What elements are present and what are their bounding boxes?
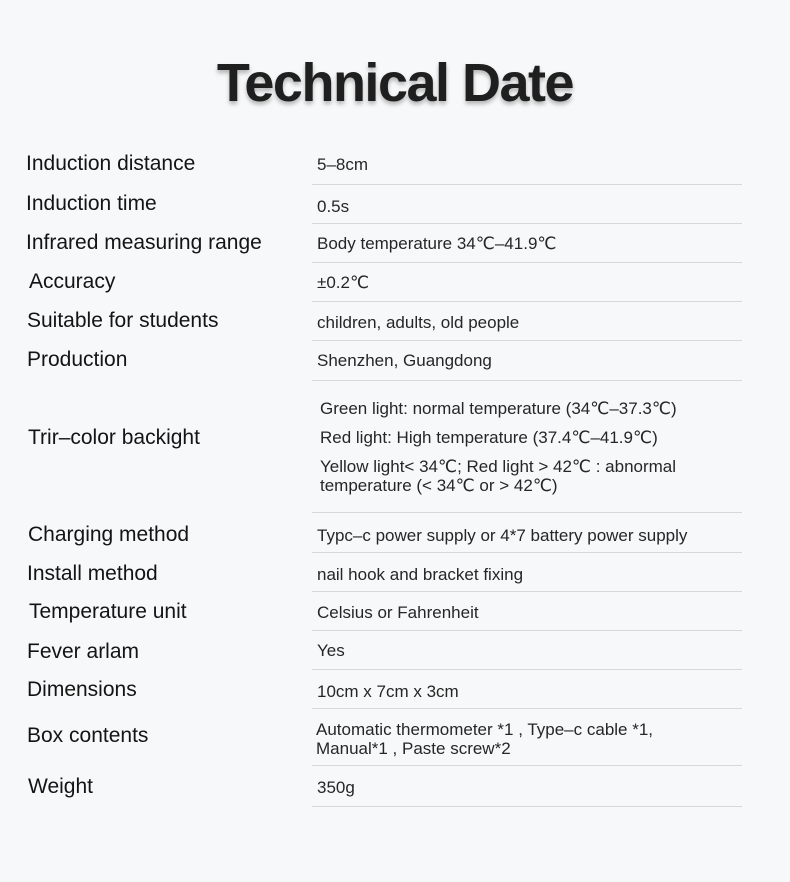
backlight-green-line: Green light: normal temperature (34℃–37.3℃) — [320, 399, 677, 418]
page-title: Technical Date — [216, 53, 574, 113]
spec-value: Yes — [317, 641, 345, 660]
row-divider — [312, 184, 742, 185]
spec-value: Typc–c power supply or 4*7 battery power supply — [317, 526, 688, 545]
row-divider — [312, 223, 742, 224]
row-divider — [312, 552, 742, 553]
spec-value: Automatic thermometer *1 , Type–c cable *1, Manual*1 , Paste screw*2 — [316, 720, 654, 758]
backlight-red-line: Red light: High temperature (37.4℃–41.9℃) — [320, 428, 658, 447]
row-divider — [312, 380, 742, 381]
spec-value: 5–8cm — [317, 155, 369, 174]
spec-value: 350g — [317, 778, 355, 797]
row-divider — [312, 301, 742, 302]
spec-label: Trir–color backight — [28, 426, 200, 449]
spec-label: Box contents — [27, 724, 149, 747]
spec-label: Accuracy — [29, 270, 116, 293]
spec-label: Charging method — [28, 523, 190, 546]
spec-value: Celsius or Fahrenheit — [317, 603, 479, 622]
spec-label: Fever arlam — [27, 640, 140, 663]
spec-value: 0.5s — [317, 197, 350, 216]
spec-value: 10cm x 7cm x 3cm — [317, 682, 459, 701]
row-divider — [312, 591, 742, 592]
spec-label: Induction time — [26, 192, 157, 215]
spec-value-multiline — [320, 399, 730, 495]
row-divider — [312, 262, 742, 263]
row-divider — [312, 765, 742, 766]
backlight-yellow-line: Yellow light< 34℃; Red light > 42℃ : abnormal temperature (< 34℃ or > 42℃) — [320, 457, 677, 495]
spec-label: Induction distance — [26, 152, 196, 175]
row-divider — [312, 708, 742, 709]
row-divider — [312, 340, 742, 341]
row-divider — [312, 630, 742, 631]
spec-value: ±0.2℃ — [317, 273, 370, 292]
spec-label: Production — [27, 348, 128, 371]
spec-label: Suitable for students — [27, 309, 219, 332]
spec-value: Shenzhen, Guangdong — [317, 351, 492, 370]
spec-label: Dimensions — [27, 678, 137, 701]
spec-label: Temperature unit — [29, 600, 187, 623]
spec-value: nail hook and bracket fixing — [317, 565, 524, 584]
row-divider — [312, 669, 742, 670]
spec-value: Body temperature 34℃–41.9℃ — [317, 234, 557, 253]
spec-value: children, adults, old people — [317, 313, 520, 332]
spec-label: Weight — [28, 775, 93, 798]
spec-label: Install method — [27, 562, 158, 585]
row-divider — [312, 512, 742, 513]
spec-label: Infrared measuring range — [26, 231, 262, 254]
row-divider — [312, 806, 742, 807]
